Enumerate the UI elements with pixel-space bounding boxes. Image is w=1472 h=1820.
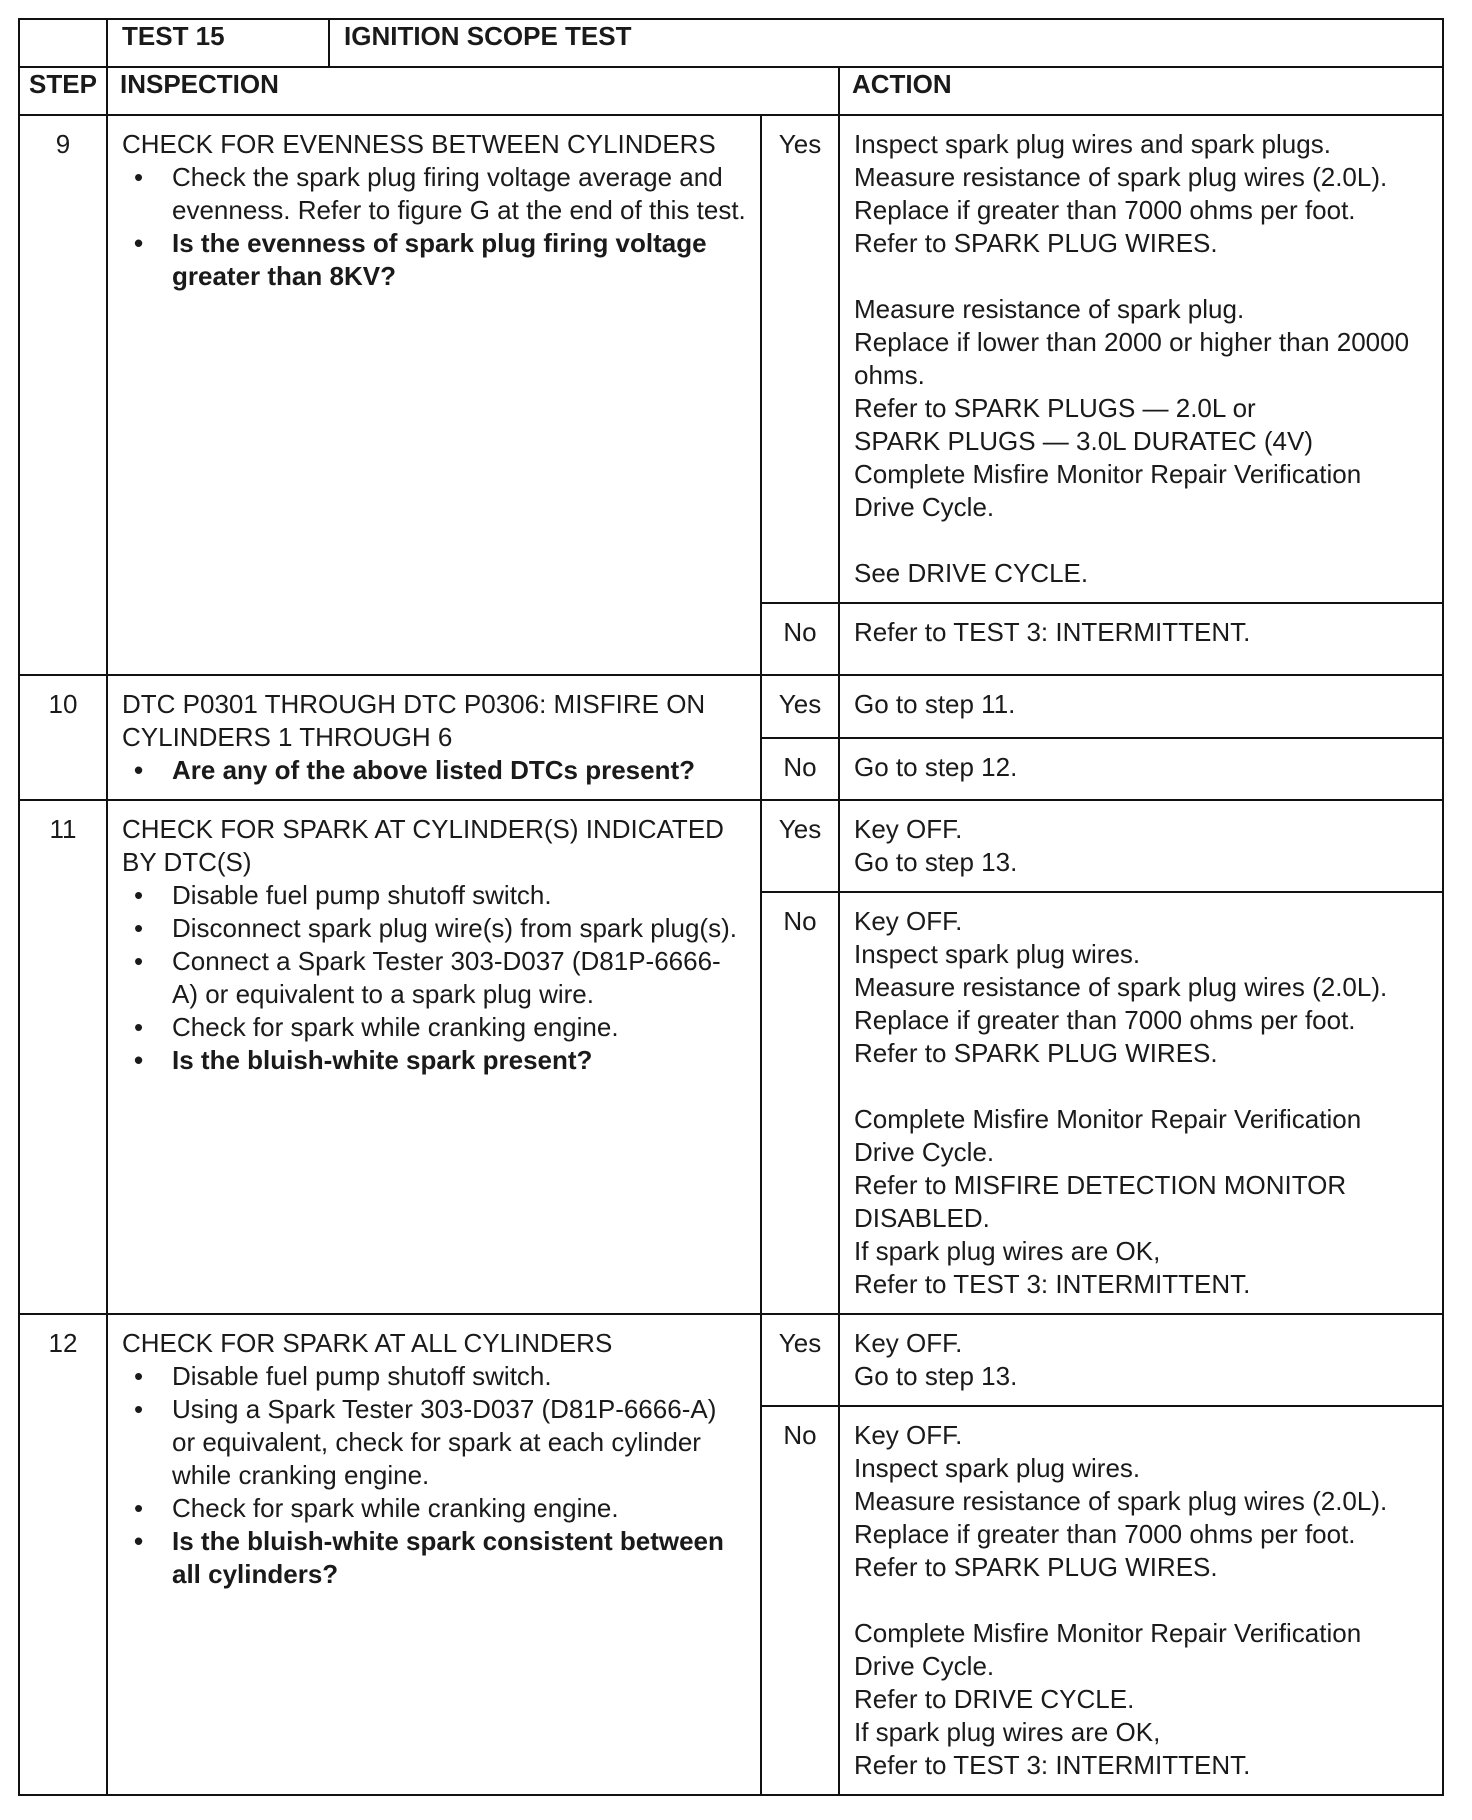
action-line: Measure resistance of spark plug. (854, 294, 1245, 324)
step-number: 11 (19, 800, 107, 1314)
test-table (18, 18, 1444, 1796)
action-spacer (854, 1070, 1428, 1103)
bullet-item: • Disable fuel pump shutoff switch. (122, 879, 746, 912)
inspection-bullets (122, 1360, 746, 1591)
action-line: Measure resistance of spark plug wires (2.0L). (854, 1486, 1388, 1516)
inspection-question: • Is the evenness of spark plug firing voltage greater than 8KV? (122, 227, 746, 293)
action-line: Inspect spark plug wires. (854, 939, 1141, 969)
action-line: Go to step 11. (854, 689, 1016, 719)
no-label: No (761, 738, 839, 801)
yes-action (839, 675, 1443, 738)
inspection-heading: CHECK FOR SPARK AT ALL CYLINDERS (122, 1328, 613, 1358)
inspection-bullets (122, 754, 746, 787)
action-line: Complete Misfire Monitor Repair Verification Drive Cycle. (854, 459, 1362, 522)
bullet-item: • Disconnect spark plug wire(s) from spark plug(s). (122, 912, 746, 945)
action-line: Key OFF. (854, 814, 963, 844)
yes-label: Yes (761, 1314, 839, 1406)
action-line: Replace if greater than 7000 ohms per foot. (854, 1005, 1356, 1035)
step-row (19, 115, 1443, 603)
action-line: Refer to TEST 3: INTERMITTENT. (854, 1269, 1251, 1299)
bullet-item: • Check the spark plug firing voltage average and evenness. Refer to figure G at the end of this test. (122, 161, 746, 227)
bullet-item: • Disable fuel pump shutoff switch. (122, 1360, 746, 1393)
title-spacer (19, 19, 107, 67)
no-action (839, 1406, 1443, 1795)
step-header: STEP (19, 67, 107, 115)
bullet-item: • Connect a Spark Tester 303-D037 (D81P-6666-A) or equivalent to a spark plug wire. (122, 945, 746, 1011)
test-number: TEST 15 (107, 19, 329, 67)
action-line: See DRIVE CYCLE. (854, 558, 1089, 588)
no-action (839, 892, 1443, 1314)
action-line: Replace if lower than 2000 or higher than 20000 ohms. (854, 327, 1410, 390)
step-row (19, 1314, 1443, 1406)
action-line: Measure resistance of spark plug wires (2.0L). (854, 972, 1388, 1002)
yes-label: Yes (761, 115, 839, 603)
action-line: Refer to SPARK PLUGS — 2.0L or (854, 393, 1256, 423)
inspection-bullets (122, 161, 746, 293)
action-line: Key OFF. (854, 1420, 963, 1450)
bullet-item: • Using a Spark Tester 303-D037 (D81P-6666-A) or equivalent, check for spark at each cylinder while cranking engine. (122, 1393, 746, 1492)
action-line: Replace if greater than 7000 ohms per foot. (854, 1519, 1356, 1549)
action-line: Go to step 13. (854, 1361, 1018, 1391)
inspection-bullets (122, 879, 746, 1077)
step-number: 10 (19, 675, 107, 800)
no-label: No (761, 892, 839, 1314)
yes-action (839, 115, 1443, 603)
inspection-heading: CHECK FOR SPARK AT CYLINDER(S) INDICATED BY DTC(S) (122, 814, 724, 877)
title-row (19, 19, 1443, 67)
action-line: Refer to TEST 3: INTERMITTENT. (854, 617, 1251, 647)
inspection-cell (107, 115, 761, 675)
action-line: Measure resistance of spark plug wires (2.0L). (854, 162, 1388, 192)
action-line: Go to step 13. (854, 847, 1018, 877)
action-line: Inspect spark plug wires. (854, 1453, 1141, 1483)
inspection-question: • Is the bluish-white spark present? (122, 1044, 746, 1077)
step-row (19, 675, 1443, 738)
header-row (19, 67, 1443, 115)
bullet-item: • Check for spark while cranking engine. (122, 1492, 746, 1525)
yes-action (839, 800, 1443, 892)
inspection-cell (107, 1314, 761, 1795)
bullet-item: • Check for spark while cranking engine. (122, 1011, 746, 1044)
action-line: Key OFF. (854, 906, 963, 936)
inspection-cell (107, 675, 761, 800)
action-line: Refer to SPARK PLUG WIRES. (854, 1038, 1218, 1068)
action-line: Complete Misfire Monitor Repair Verification Drive Cycle. (854, 1104, 1362, 1167)
action-line: Refer to DRIVE CYCLE. (854, 1684, 1135, 1714)
no-label: No (761, 1406, 839, 1795)
action-line: Refer to MISFIRE DETECTION MONITOR DISABLED. (854, 1170, 1347, 1233)
action-spacer (854, 524, 1428, 557)
no-label: No (761, 603, 839, 675)
action-line: Refer to SPARK PLUG WIRES. (854, 1552, 1218, 1582)
action-line: Complete Misfire Monitor Repair Verification Drive Cycle. (854, 1618, 1362, 1681)
inspection-heading: DTC P0301 THROUGH DTC P0306: MISFIRE ON CYLINDERS 1 THROUGH 6 (122, 689, 706, 752)
action-line: If spark plug wires are OK, (854, 1236, 1161, 1266)
yes-label: Yes (761, 675, 839, 738)
steps-body (19, 115, 1443, 1795)
action-header: ACTION (839, 67, 1443, 115)
action-line: Go to step 12. (854, 751, 1018, 782)
action-line: Refer to SPARK PLUG WIRES. (854, 228, 1218, 258)
action-line: Replace if greater than 7000 ohms per foot. (854, 195, 1356, 225)
action-spacer (854, 1584, 1428, 1617)
step-row (19, 800, 1443, 892)
step-number: 12 (19, 1314, 107, 1795)
yes-label: Yes (761, 800, 839, 892)
no-action (839, 603, 1443, 675)
inspection-question: • Is the bluish-white spark consistent between all cylinders? (122, 1525, 746, 1591)
no-action (839, 738, 1443, 801)
inspection-question: • Are any of the above listed DTCs present? (122, 754, 746, 787)
inspection-header: INSPECTION (107, 67, 839, 115)
yes-action (839, 1314, 1443, 1406)
action-line: Key OFF. (854, 1328, 963, 1358)
action-spacer (854, 260, 1428, 293)
step-number: 9 (19, 115, 107, 675)
action-line: If spark plug wires are OK, (854, 1717, 1161, 1747)
action-line: Refer to TEST 3: INTERMITTENT. (854, 1750, 1251, 1780)
inspection-heading: CHECK FOR EVENNESS BETWEEN CYLINDERS (122, 129, 716, 159)
inspection-cell (107, 800, 761, 1314)
action-line: SPARK PLUGS — 3.0L DURATEC (4V) (854, 426, 1313, 456)
test-name: IGNITION SCOPE TEST (329, 19, 1443, 67)
action-line: Inspect spark plug wires and spark plugs. (854, 129, 1331, 159)
